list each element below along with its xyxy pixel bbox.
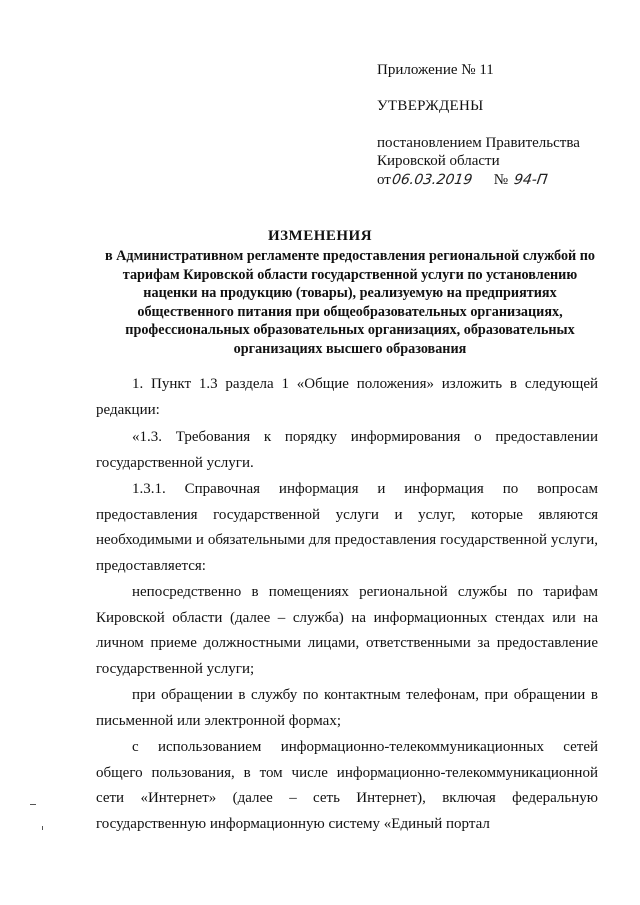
paragraph: непосредственно в помещениях региональной службы по тарифам Кировской области (далее – служба) на информационных стендах или на личном приеме должностными лицами, ответственными за предоставление государственной услуги;: [96, 584, 598, 677]
handwritten-date: 06.03.2019: [390, 172, 474, 188]
scan-mark: [42, 826, 43, 830]
handwritten-number: 94-П: [512, 172, 549, 188]
number-prefix: №: [493, 172, 509, 188]
paragraph: 1.3.1. Справочная информация и информация по вопросам предоставления государственной услуги и услуг, которые являются необходимыми и обязательными для предоставления государственной услуги, предоставляется:: [96, 481, 598, 574]
approved-heading: УТВЕРЖДЕНЫ: [377, 98, 484, 114]
appendix-number: Приложение № 11: [377, 62, 494, 78]
document-body: [96, 372, 598, 837]
paragraph: «1.3. Требования к порядку информирования о предоставлении государственной услуги.: [96, 429, 598, 471]
paragraph: с использованием информационно-телекоммуникационных сетей общего пользования, в том числе информационно-телекоммуникационной сети «Интернет» (далее – сеть Интернет), включая федеральную государственную информационную систему «Единый портал: [96, 739, 598, 832]
document-title: ИЗМЕНЕНИЯ: [267, 228, 373, 244]
date-prefix: от: [377, 172, 391, 188]
scan-mark: [30, 804, 36, 805]
paragraph: 1. Пункт 1.3 раздела 1 «Общие положения» изложить в следующей редакции:: [96, 376, 598, 418]
paragraph: при обращении в службу по контактным телефонам, при обращении в письменной или электронной формах;: [96, 687, 598, 729]
decree-date-line: [377, 170, 548, 190]
document-subtitle: в Административном регламенте предоставления региональной службой по тарифам Кировской области государственной услуги по установлению наценки на продукцию (товары), реализуемую на предприятиях общественного питания при общеобразовательных организациях, профессиональных образовательных организациях, образовательных организациях высшего образования: [104, 248, 596, 357]
decree-line-2: Кировской области: [377, 153, 500, 169]
decree-line-1: постановлением Правительства: [377, 135, 580, 151]
